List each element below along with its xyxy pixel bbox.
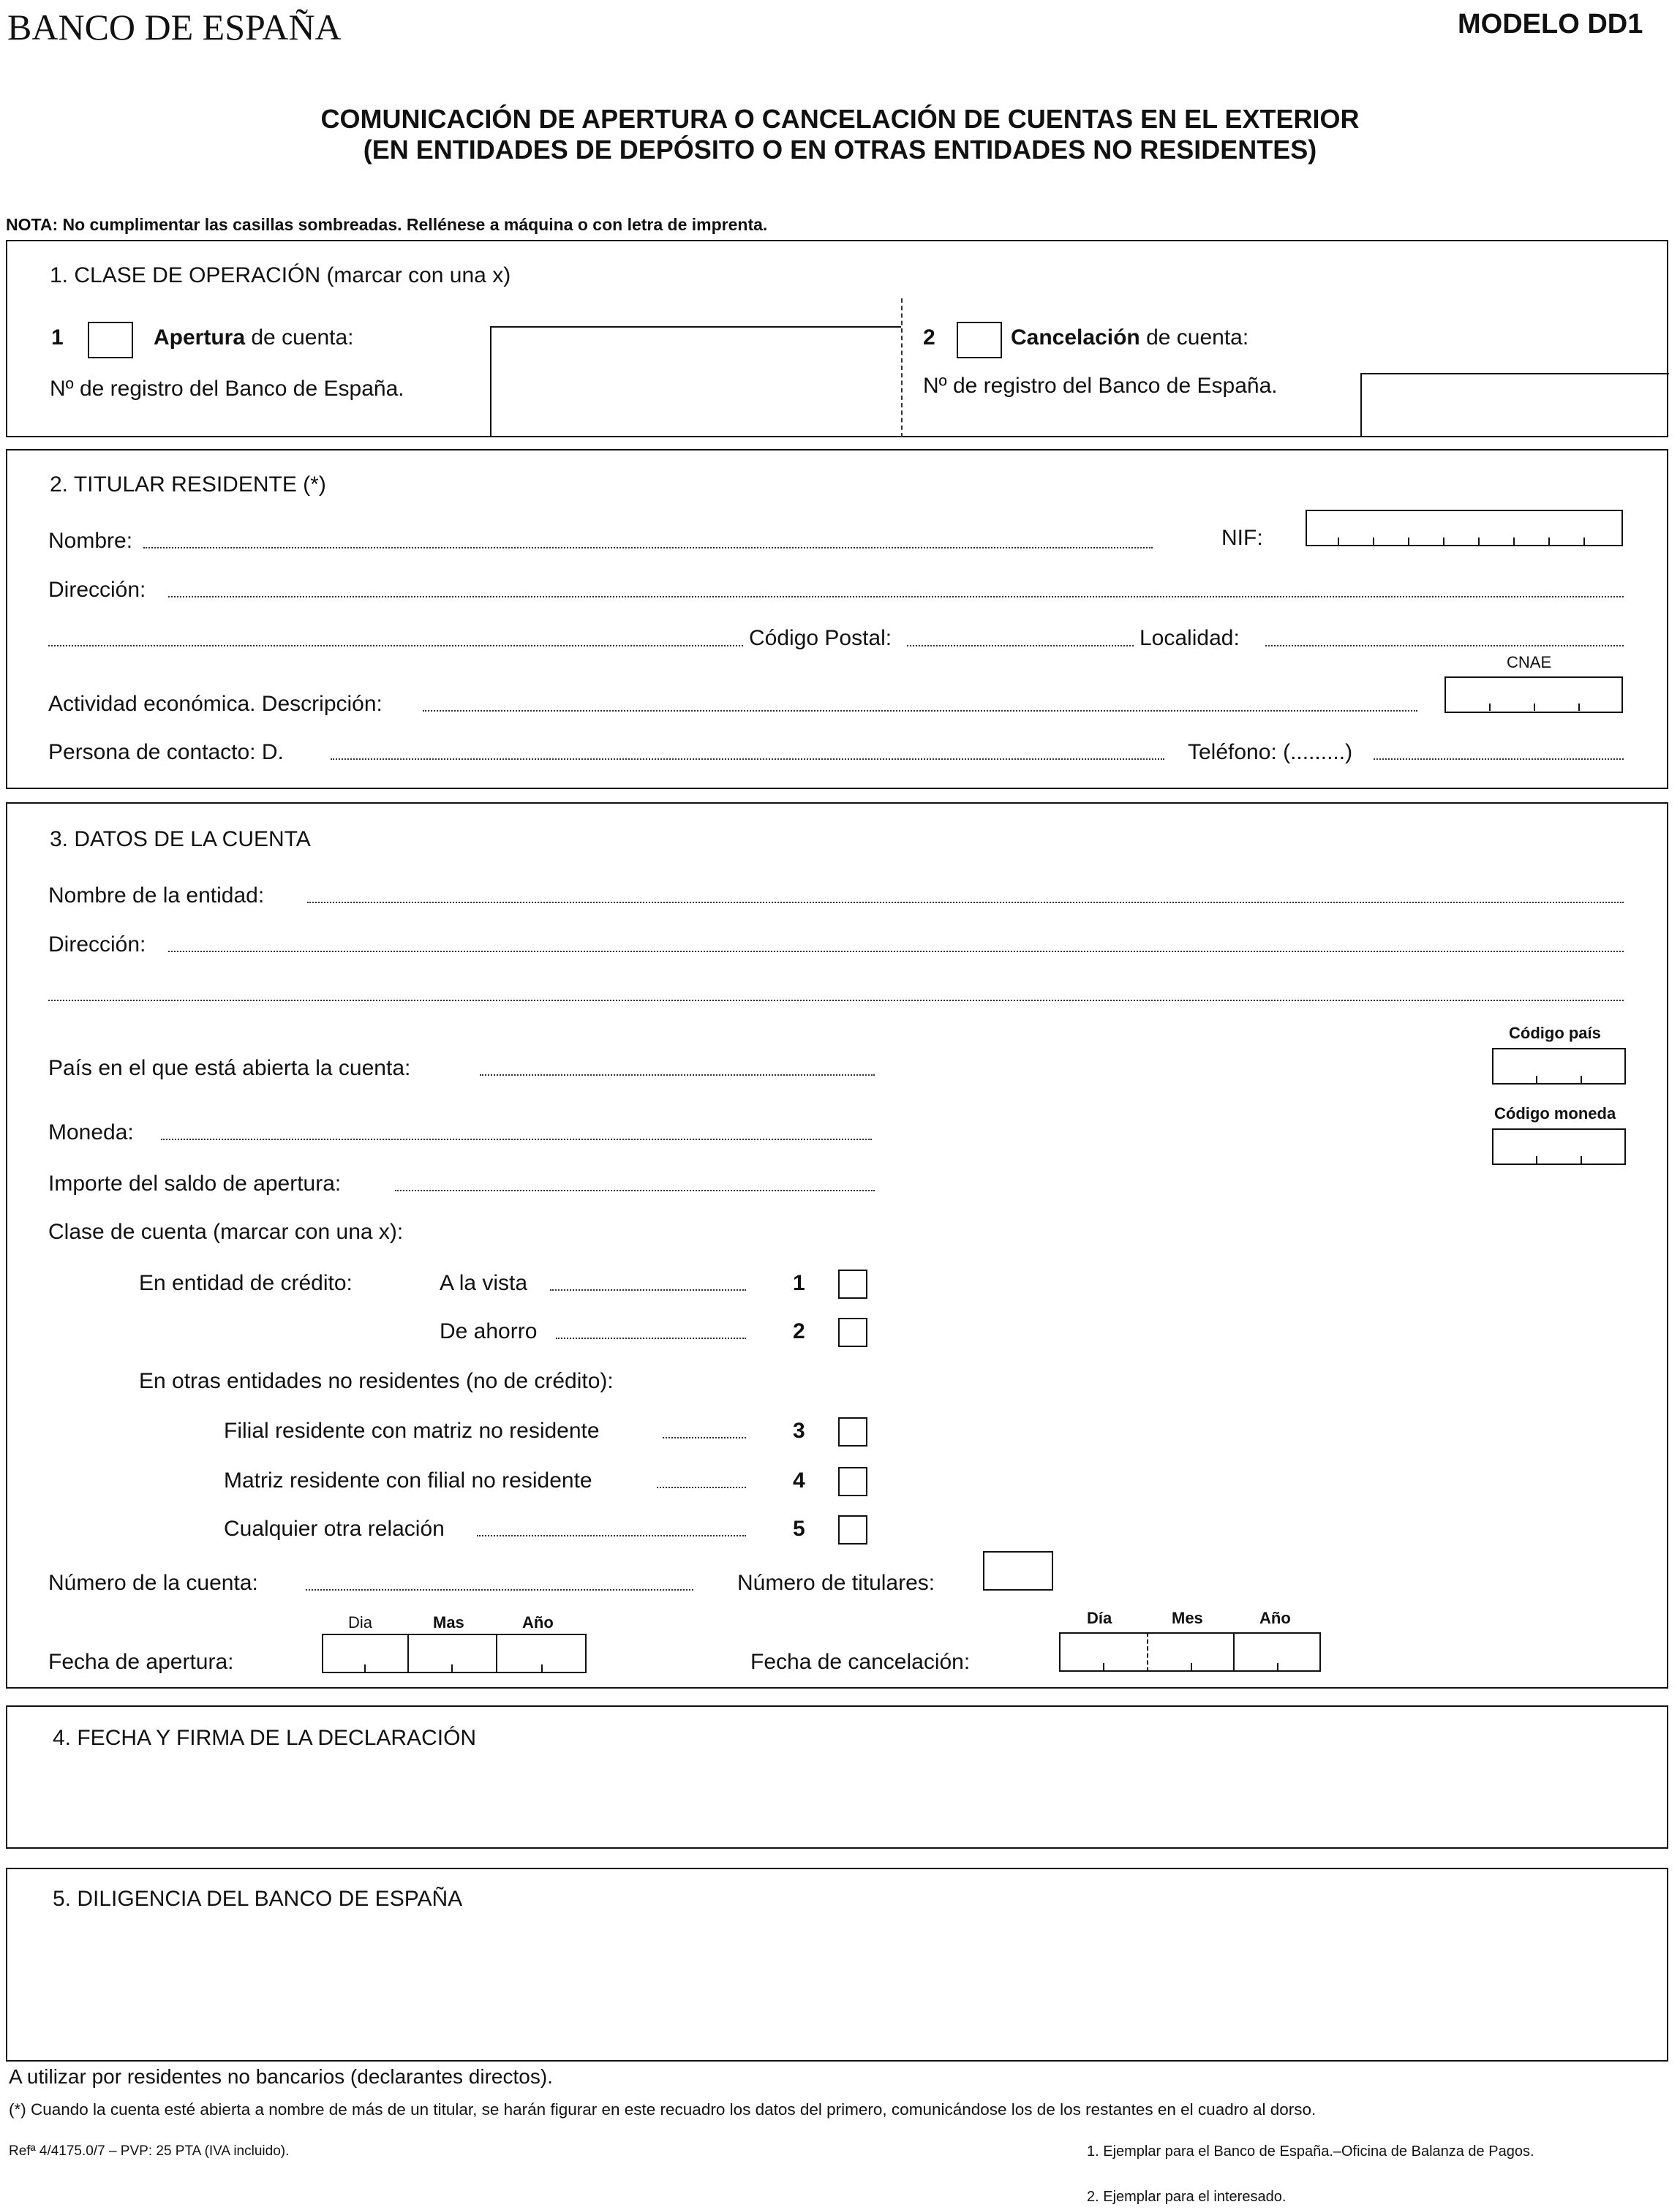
importe-label: Importe del saldo de apertura: bbox=[48, 1172, 342, 1196]
section-account-data bbox=[6, 802, 1668, 1689]
nif-label: NIF: bbox=[1221, 526, 1263, 550]
cancelacion-ano-label: Año bbox=[1259, 1609, 1291, 1627]
filial-leader bbox=[663, 1437, 746, 1438]
vista-label: A la vista bbox=[440, 1271, 528, 1295]
cualquier-label: Cualquier otra relación bbox=[224, 1517, 445, 1541]
model-code: MODELO DD1 bbox=[1458, 9, 1643, 39]
ahorro-number: 2 bbox=[793, 1319, 805, 1343]
moneda-label: Moneda: bbox=[48, 1120, 134, 1144]
section1-title: 1. CLASE DE OPERACIÓN (marcar con una x) bbox=[50, 263, 511, 287]
matriz-leader bbox=[657, 1487, 746, 1488]
cualquier-leader bbox=[477, 1535, 746, 1536]
fecha-cancelacion-label: Fecha de cancelación: bbox=[750, 1650, 971, 1674]
matriz-checkbox[interactable] bbox=[838, 1467, 867, 1496]
persona-contacto-label: Persona de contacto: D. bbox=[48, 740, 284, 764]
direccion-entidad-label: Dirección: bbox=[48, 932, 146, 957]
apertura-checkbox[interactable] bbox=[88, 322, 133, 358]
apertura-label-rest: de cuenta: bbox=[245, 325, 354, 350]
matriz-number: 4 bbox=[793, 1468, 805, 1493]
actividad-field[interactable] bbox=[423, 710, 1417, 712]
codigo-moneda-field[interactable] bbox=[1492, 1128, 1626, 1165]
filial-label: Filial residente con matriz no residente bbox=[224, 1419, 600, 1443]
footer-reference: Refª 4/4175.0/7 – PVP: 25 PTA (IVA incluido). bbox=[9, 2143, 290, 2159]
cnae-label: CNAE bbox=[1507, 653, 1552, 671]
nombre-entidad-field[interactable] bbox=[307, 902, 1624, 903]
option-cancelacion-number: 2 bbox=[923, 325, 935, 350]
localidad-field[interactable] bbox=[1265, 645, 1624, 646]
cancelacion-registry-label: Nº de registro del Banco de España. bbox=[923, 374, 1278, 398]
cancelacion-dia-label: Día bbox=[1087, 1609, 1112, 1627]
cualquier-number: 5 bbox=[793, 1517, 805, 1541]
moneda-field[interactable] bbox=[161, 1139, 872, 1140]
fecha-apertura-field[interactable] bbox=[322, 1634, 587, 1673]
codigo-postal-field[interactable] bbox=[907, 645, 1134, 646]
apertura-registry-field[interactable] bbox=[490, 326, 901, 437]
option-apertura-number: 1 bbox=[51, 325, 64, 350]
localidad-label: Localidad: bbox=[1140, 626, 1240, 650]
cancelacion-checkbox[interactable] bbox=[957, 322, 1002, 358]
nombre-entidad-label: Nombre de la entidad: bbox=[48, 883, 265, 908]
apertura-label-bold: Apertura bbox=[154, 325, 246, 350]
form-title-line1: COMUNICACIÓN DE APERTURA O CANCELACIÓN DE CUENTAS EN EL EXTERIOR bbox=[320, 104, 1360, 134]
numero-titulares-field[interactable] bbox=[983, 1551, 1053, 1591]
nombre-label: Nombre: bbox=[48, 529, 133, 553]
filial-checkbox[interactable] bbox=[838, 1417, 867, 1447]
codigo-pais-field[interactable] bbox=[1492, 1048, 1626, 1085]
cancelacion-mes-label: Mes bbox=[1172, 1609, 1203, 1627]
persona-contacto-field[interactable] bbox=[331, 758, 1164, 760]
numero-cuenta-field[interactable] bbox=[306, 1589, 693, 1591]
vista-number: 1 bbox=[793, 1271, 805, 1295]
importe-field[interactable] bbox=[395, 1190, 875, 1191]
fecha-apertura-label: Fecha de apertura: bbox=[48, 1650, 234, 1674]
cancelacion-registry-field[interactable] bbox=[1360, 373, 1669, 437]
apertura-ano-label: Año bbox=[522, 1613, 554, 1632]
pais-field[interactable] bbox=[480, 1074, 875, 1076]
section3-title: 3. DATOS DE LA CUENTA bbox=[50, 827, 311, 851]
filial-number: 3 bbox=[793, 1419, 805, 1443]
direccion-field[interactable] bbox=[168, 596, 1624, 597]
vista-leader bbox=[550, 1289, 746, 1291]
section5-title: 5. DILIGENCIA DEL BANCO DE ESPAÑA bbox=[53, 1887, 463, 1911]
ahorro-leader bbox=[556, 1338, 746, 1339]
numero-cuenta-label: Número de la cuenta: bbox=[48, 1571, 258, 1595]
numero-titulares-label: Número de titulares: bbox=[737, 1571, 935, 1595]
cancelacion-label-rest: de cuenta: bbox=[1140, 325, 1249, 350]
ahorro-checkbox[interactable] bbox=[838, 1318, 867, 1347]
pais-label: País en el que está abierta la cuenta: bbox=[48, 1056, 411, 1080]
clase-cuenta-label: Clase de cuenta (marcar con una x): bbox=[48, 1220, 404, 1244]
codigo-moneda-label: Código moneda bbox=[1494, 1104, 1616, 1123]
direccion-entidad-field-line2[interactable] bbox=[48, 1000, 1624, 1001]
fecha-cancelacion-field[interactable] bbox=[1059, 1632, 1321, 1672]
direccion-entidad-field[interactable] bbox=[168, 951, 1624, 952]
direccion-field-line2[interactable] bbox=[48, 645, 743, 646]
form-title-line2: (EN ENTIDADES DE DEPÓSITO O EN OTRAS ENTIDADES NO RESIDENTES) bbox=[363, 135, 1317, 165]
cancelacion-label-bold: Cancelación bbox=[1011, 325, 1140, 350]
ahorro-label: De ahorro bbox=[440, 1319, 538, 1343]
telefono-field[interactable] bbox=[1374, 758, 1624, 760]
vista-checkbox[interactable] bbox=[838, 1270, 867, 1299]
footer-copy1: 1. Ejemplar para el Banco de España.–Oficina de Balanza de Pagos. bbox=[1087, 2143, 1534, 2160]
codigo-postal-label: Código Postal: bbox=[749, 626, 892, 650]
nombre-field[interactable] bbox=[143, 547, 1153, 548]
section2-title: 2. TITULAR RESIDENTE (*) bbox=[50, 472, 326, 497]
actividad-label: Actividad económica. Descripción: bbox=[48, 692, 383, 716]
matriz-label: Matriz residente con filial no residente bbox=[224, 1468, 592, 1493]
apertura-registry-label: Nº de registro del Banco de España. bbox=[50, 377, 404, 401]
codigo-pais-label: Código país bbox=[1509, 1024, 1601, 1042]
telefono-label: Teléfono: (.........) bbox=[1188, 740, 1353, 764]
section-resident-holder bbox=[6, 449, 1668, 789]
footer-asterisk-note: (*) Cuando la cuenta esté abierta a nombre de más de un titular, se harán figurar en este recuadro los datos del primero, comunicándose los de los restantes en el cuadro al dorso. bbox=[9, 2100, 1316, 2119]
form-note: NOTA: No cumplimentar las casillas sombreadas. Rellénese a máquina o con letra de imprenta. bbox=[6, 215, 768, 234]
cualquier-checkbox[interactable] bbox=[838, 1515, 867, 1545]
direccion-label: Dirección: bbox=[48, 578, 146, 602]
otras-entidades-label: En otras entidades no residentes (no de crédito): bbox=[139, 1369, 614, 1393]
apertura-dia-label: Dia bbox=[348, 1613, 373, 1632]
section4-title: 4. FECHA Y FIRMA DE LA DECLARACIÓN bbox=[53, 1726, 477, 1750]
footer-copy2: 2. Ejemplar para el interesado. bbox=[1087, 2189, 1287, 2205]
section1-divider bbox=[901, 298, 903, 437]
entidad-credito-label: En entidad de crédito: bbox=[139, 1271, 353, 1295]
bank-name: BANCO DE ESPAÑA bbox=[7, 7, 342, 48]
cancelacion-label bbox=[1011, 327, 1248, 349]
apertura-mes-label: Mas bbox=[433, 1613, 464, 1632]
apertura-label bbox=[154, 327, 353, 349]
nif-field[interactable] bbox=[1306, 510, 1623, 546]
footer-usage-note: A utilizar por residentes no bancarios (declarantes directos). bbox=[9, 2065, 553, 2088]
